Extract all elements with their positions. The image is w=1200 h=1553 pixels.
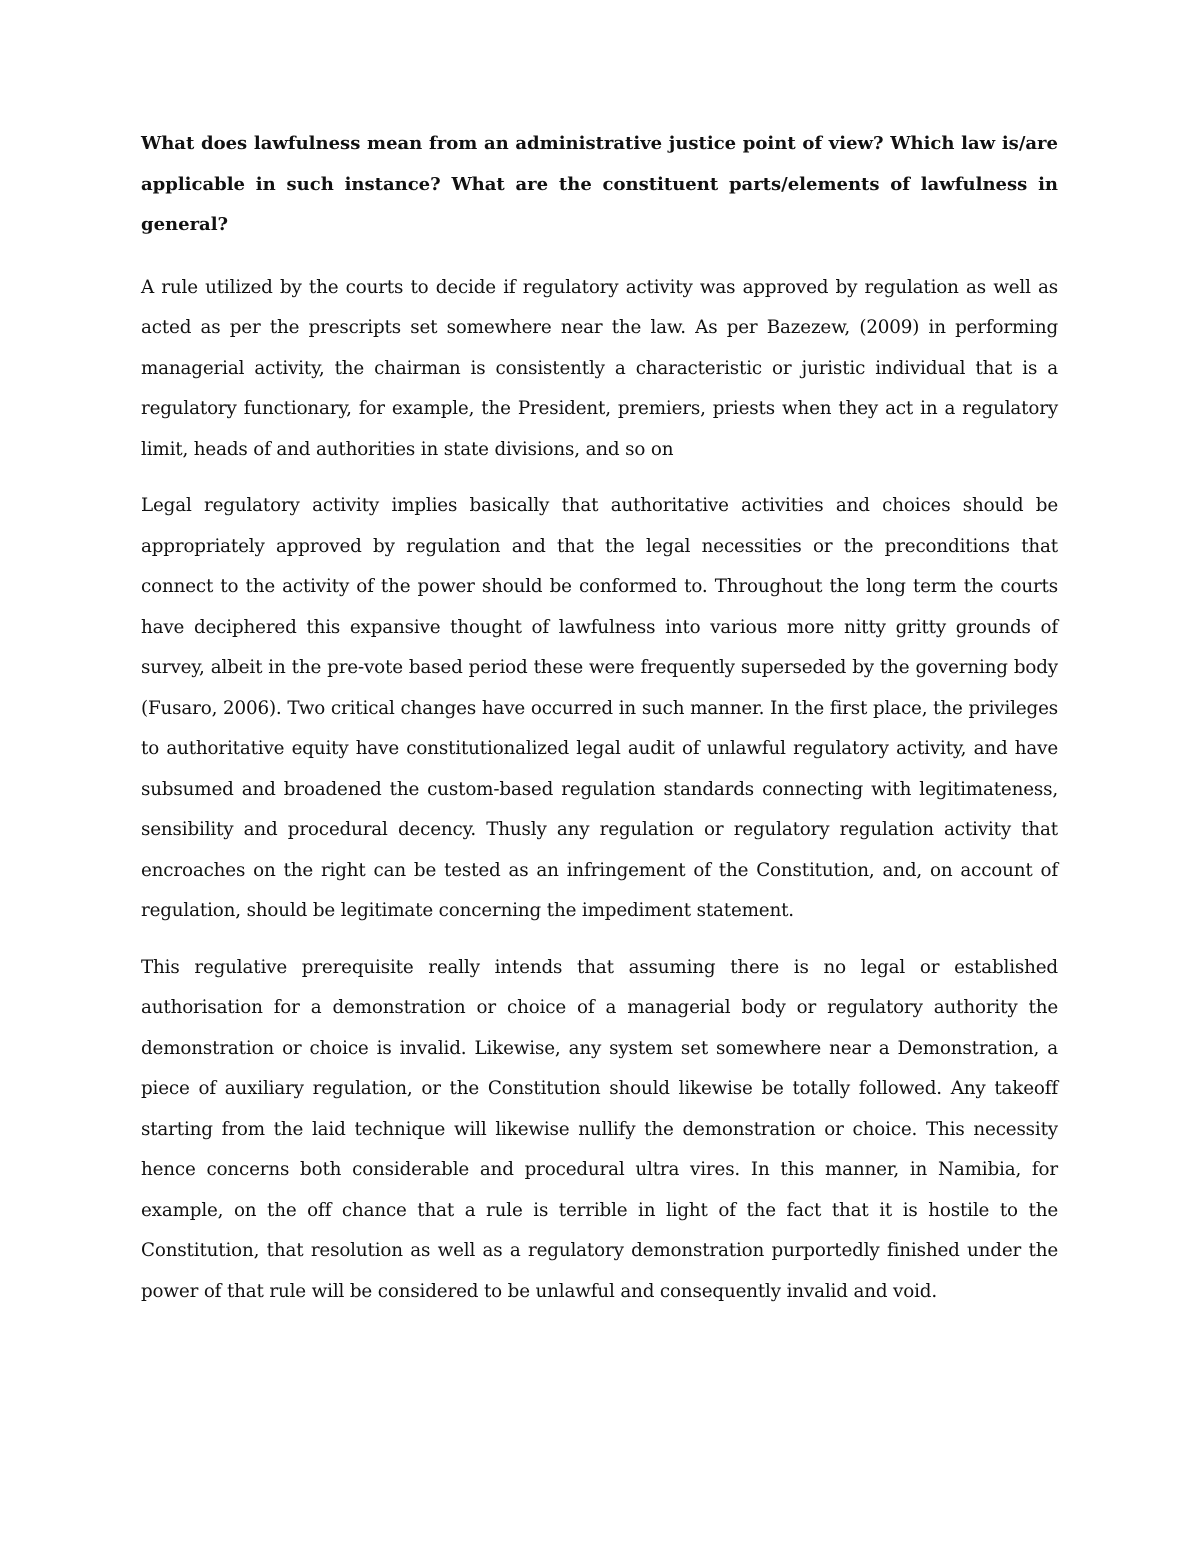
document-page xyxy=(141,124,1058,1328)
paragraph-2: Legal regulatory activity implies basically that authoritative activities and choices should be appropriately approved by regulation and that the legal necessities or the preconditions that connect to the activity of the power should be conformed to. Throughout the long term the courts have deciphered this expansive thought of lawfulness into various more nitty gritty grounds of survey, albeit in the pre-vote based period these were frequently superseded by the governing body (Fusaro, 2006). Two critical changes have occurred in such manner. In the first place, the privileges to authoritative equity have constitutionalized legal audit of unlawful regulatory activity, and have subsumed and broadened the custom-based regulation standards connecting with legitimateness, sensibility and procedural decency. Thusly any regulation or regulatory regulation activity that encroaches on the right can be tested as an infringement of the Constitution, and, on account of regulation, should be legitimate concerning the impediment statement. xyxy=(141,495,1058,921)
question-heading: What does lawfulness mean from an administrative justice point of view? Which law is/are applicable in such instance? What are the constituent parts/elements of lawfulness in general? xyxy=(141,133,1058,235)
paragraph-1: A rule utilized by the courts to decide if regulatory activity was approved by regulation as well as acted as per the prescripts set somewhere near the law. As per Bazezew, (2009) in performing managerial activity, the chairman is consistently a characteristic or juristic individual that is a regulatory functionary, for example, the President, premiers, priests when they act in a regulatory limit, heads of and authorities in state divisions, and so on xyxy=(141,276,1058,460)
paragraph-3: This regulative prerequisite really intends that assuming there is no legal or established authorisation for a demonstration or choice of a managerial body or regulatory authority the demonstration or choice is invalid. Likewise, any system set somewhere near a Demonstration, a piece of auxiliary regulation, or the Constitution should likewise be totally followed. Any takeoff starting from the laid technique will likewise nullify the demonstration or choice. This necessity hence concerns both considerable and procedural ultra vires. In this manner, in Namibia, for example, on the off chance that a rule is terrible in light of the fact that it is hostile to the Constitution, that resolution as well as a regulatory demonstration purportedly finished under the power of that rule will be considered to be unlawful and consequently invalid and void. xyxy=(141,956,1058,1302)
